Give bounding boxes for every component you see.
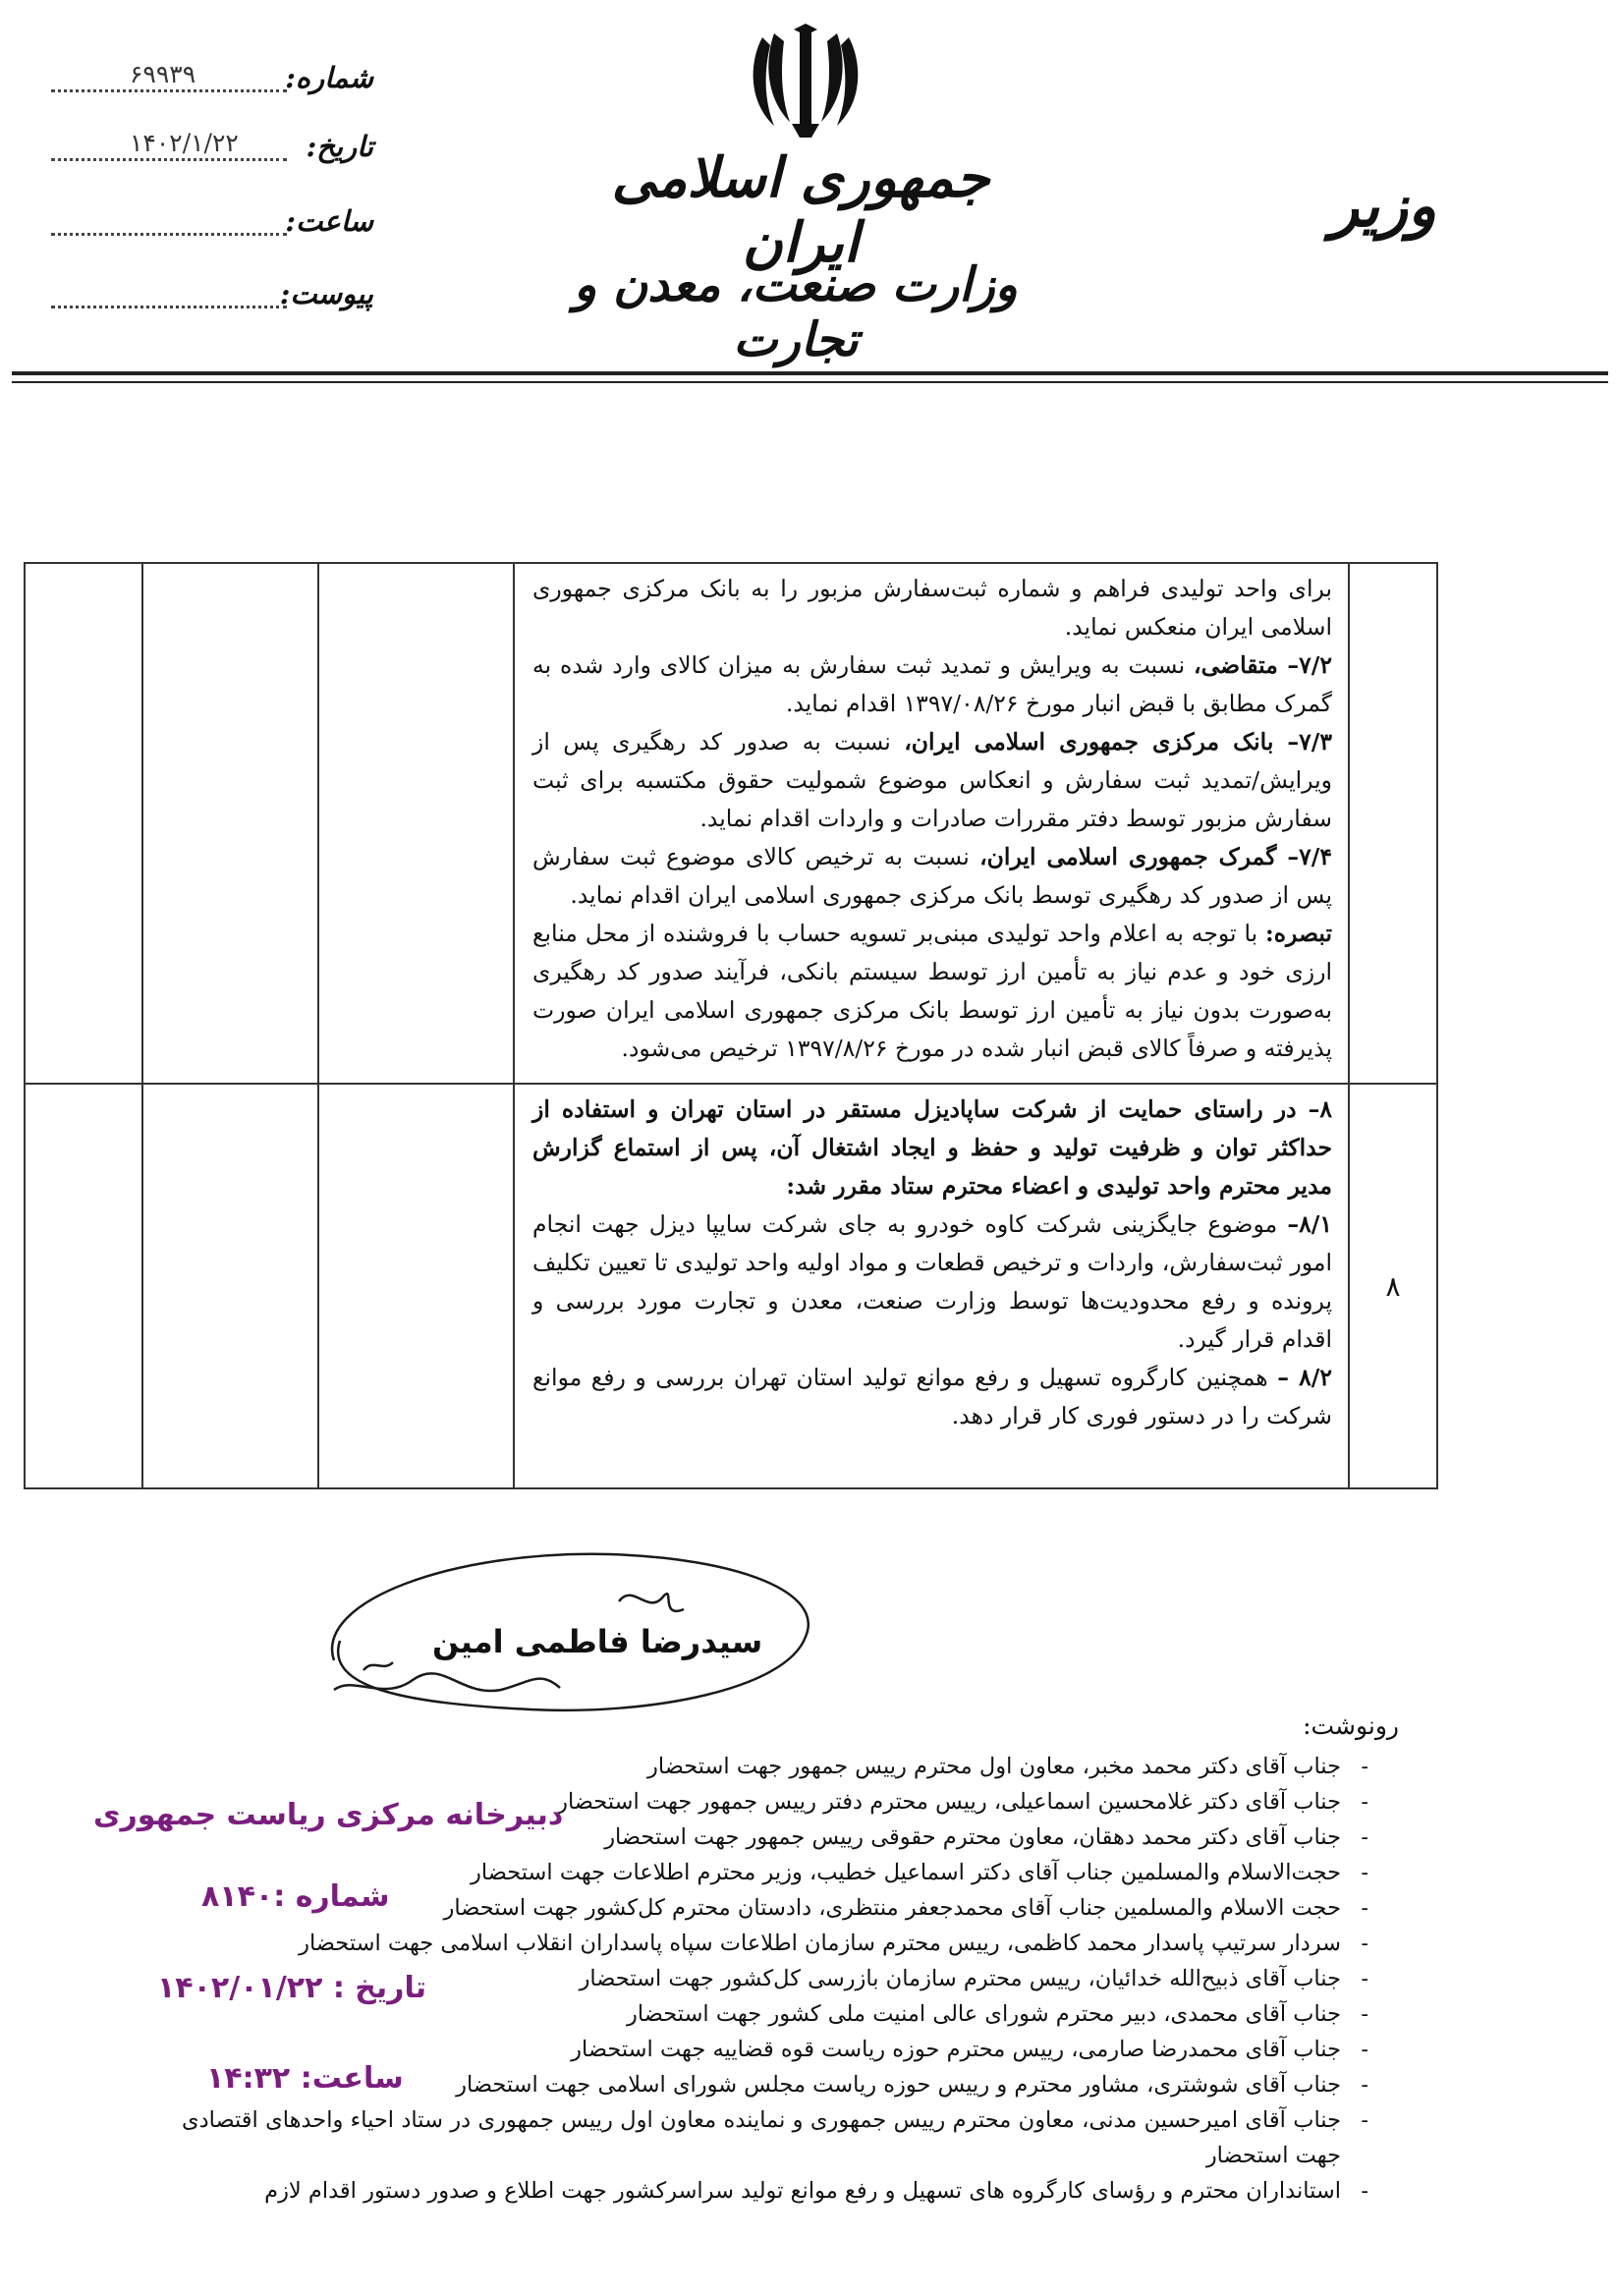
empty-cell: [142, 1084, 318, 1488]
table-row: [25, 563, 1437, 1084]
signer-name: سیدرضا فاطمی امین: [432, 1623, 763, 1660]
paragraph: برای واحد تولیدی فراهم و شماره ثبت‌سفارش مزبور را به بانک مرکزی جمهوری اسلامی ایران منعکس نماید.: [532, 575, 1332, 641]
paragraph: ۸– در راستای حمایت از شرکت ساپادیزل مستقر در استان تهران و استفاده از حداکثر توان و ظرفیت تولید و حفظ و ایجاد اشتغال آن، پس از استماع گزارش مدیر محترم واحد تولیدی و اعضاء محترم ستاد مقرر شد:: [532, 1095, 1332, 1200]
paragraph: ۷/۲– متقاضی، نسبت به ویرایش و تمدید ثبت سفارش به میزان کالای وارد شده به گمرک مطابق با قبض انبار مورخ ۱۳۹۷/۰۸/۲۶ اقدام نماید.: [532, 651, 1332, 717]
time-field: [39, 185, 373, 244]
list-item: - جناب آقای محمدی، دبیر محترم شورای عالی امنیت ملی کشور جهت استحضار: [182, 1996, 1341, 2032]
time-label: ساعت:: [285, 204, 373, 238]
header-divider: [12, 371, 1608, 375]
date-label: تاریخ:: [306, 130, 373, 163]
row-text-cell: [514, 563, 1349, 1084]
paragraph: ۷/۳– بانک مرکزی جمهوری اسلامی ایران، نسبت به صدور کد رهگیری پس از ویرایش/تمدید ثبت سفارش و انعکاس موضوع شمولیت حقوق مکتسبه برای ثبت سفارش مزبور توسط دفتر مقررات صادرات و واردات اقدام نماید.: [532, 728, 1332, 832]
list-item: - جناب آقای امیرحسین مدنی، معاون محترم رییس جمهوری و نماینده معاون اول رییس جمهوری در ستاد احیاء واحدهای اقتصادی جهت استحضار: [182, 2102, 1341, 2173]
list-item: - استانداران محترم و رؤسای کارگروه های تسهیل و رفع موانع تولید سراسرکشور جهت اطلاع و صدور دستور اقدام لازم: [182, 2173, 1341, 2209]
attachment-label: پیوست:: [279, 277, 373, 310]
list-item: - حجت‌الاسلام والمسلمین جناب آقای دکتر اسماعیل خطیب، وزیر محترم اطلاعات جهت استحضار: [182, 1855, 1341, 1890]
paragraph: ۸/۲ – همچنین کارگروه تسهیل و رفع موانع تولید استان تهران بررسی و رفع موانع شرکت را در دستور فوری کار قرار دهد.: [532, 1364, 1332, 1429]
stamp-date: تاریخ : ۱۴۰۲/۰۱/۲۲: [157, 1971, 426, 2005]
empty-cell: [25, 563, 142, 1084]
row-number-cell: [1349, 563, 1437, 1084]
row-number-cell: ۸: [1349, 1084, 1437, 1488]
paragraph: ۸/۱– موضوع جایگزینی شرکت کاوه خودرو به جای شرکت سایپا دیزل جهت انجام امور ثبت‌سفارش، واردات و ترخیص قطعات و مواد اولیه واحد تولیدی تا تعیین تکلیف پرونده و رفع محدودیت‌ها توسط وزارت صنعت، معدن و تجارت مورد بررسی و اقدام قرار گیرد.: [532, 1210, 1332, 1353]
ministry-title: وزارت صنعت، معدن و تجارت: [574, 257, 1018, 367]
resolution-table: [24, 562, 1438, 1489]
list-item: - جناب آقای دکتر محمد دهقان، معاون محترم حقوقی رییس جمهور جهت استحضار: [182, 1820, 1341, 1855]
attachment-field: [39, 257, 373, 316]
list-item: - جناب آقای شوشتری، مشاور محترم و رییس حوزه ریاست مجلس شورای اسلامی جهت استحضار: [182, 2067, 1341, 2102]
empty-cell: [25, 1084, 142, 1488]
date-value: ۱۴۰۲/۱/۲۲: [130, 129, 239, 157]
stamp-number: شماره :۸۱۴۰: [201, 1879, 390, 1914]
country-title: جمهوری اسلامی ایران: [611, 145, 990, 275]
empty-cell: [142, 563, 318, 1084]
list-item: - سردار سرتیپ پاسدار محمد کاظمی، رییس محترم سازمان اطلاعات سپاه پاسداران انقلاب اسلامی جهت استحضار: [182, 1926, 1341, 1961]
cc-title: رونوشت:: [1303, 1711, 1399, 1740]
time-dotted-line: [51, 207, 287, 236]
minister-title: وزیر: [1330, 172, 1436, 241]
table-row: [25, 1084, 1437, 1488]
number-value: ۶۹۹۳۹: [130, 60, 196, 88]
number-label: شماره:: [285, 61, 373, 94]
attachment-dotted-line: [51, 280, 287, 308]
stamp-time: ساعت: ۱۴:۳۲: [206, 2061, 404, 2096]
empty-cell: [318, 1084, 514, 1488]
paragraph: ۷/۴– گمرک جمهوری اسلامی ایران، نسبت به ترخیص کالای موضوع ثبت سفارش پس از صدور کد رهگیری توسط بانک مرکزی جمهوری اسلامی ایران اقدام نماید.: [532, 843, 1332, 909]
list-item: - جناب آقای ذبیح‌الله خدائیان، رییس محترم سازمان بازرسی کل‌کشور جهت استحضار: [182, 1961, 1341, 1996]
empty-cell: [318, 563, 514, 1084]
stamp-office: دبیرخانه مرکزی ریاست جمهوری: [93, 1798, 564, 1832]
list-item: - جناب آقای دکتر محمد مخبر، معاون اول محترم رییس جمهور جهت استحضار: [182, 1749, 1341, 1784]
list-item: - جناب آقای دکتر غلامحسین اسماعیلی، رییس محترم دفتر رییس جمهور جهت استحضار: [182, 1784, 1341, 1820]
list-item: - حجت الاسلام والمسلمین جناب آقای محمدجعفر منتظری، دادستان محترم کل‌کشور جهت استحضار: [182, 1890, 1341, 1926]
date-field: [39, 110, 373, 169]
row-text-cell: [514, 1084, 1349, 1488]
national-emblem-icon: [745, 24, 866, 141]
paragraph: تبصره: با توجه به اعلام واحد تولیدی مبنی‌بر تسویه حساب با فروشنده از محل منابع ارزی خود و عدم نیاز به تأمین ارز توسط سیستم بانکی، فرآیند صدور کد رهگیری به‌صورت بدون نیاز به تأمین ارز توسط بانک مرکزی جمهوری اسلامی ایران صورت پذیرفته و صرفاً کالای قبض انبار شده در مورخ ۱۳۹۷/۸/۲۶ ترخیص می‌شود.: [532, 920, 1332, 1062]
header-divider-thin: [12, 381, 1608, 383]
list-item: - جناب آقای محمدرضا صارمی، رییس محترم حوزه ریاست قوه قضاییه جهت استحضار: [182, 2032, 1341, 2067]
number-field: [39, 41, 373, 100]
